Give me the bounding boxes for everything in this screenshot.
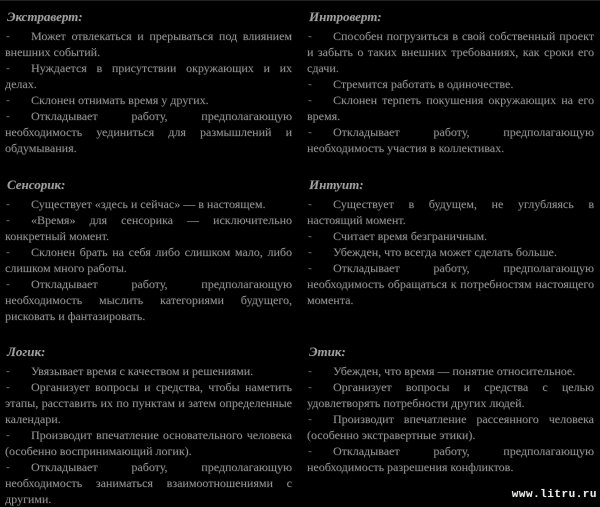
- section-intuit: [300, 169, 600, 336]
- section-title: Этик:: [309, 344, 346, 359]
- section-title: Интуит:: [309, 177, 364, 192]
- site-watermark: www.litru.ru: [511, 489, 597, 501]
- section-title: Интроверт:: [309, 9, 382, 24]
- list-item: - Существует в будущем, не углубляясь в настоящий момент.: [307, 196, 594, 228]
- section-sensorik: [0, 169, 300, 336]
- list-item: - Откладывает работу, предполагающую необходимость мыслить категориями будущего, рисковать и фантазировать.: [5, 276, 292, 324]
- section-etik: [300, 336, 600, 507]
- list-item: - Откладывает работу, предполагающую необходимость уединиться для размышлений и обдумывания.: [5, 108, 292, 156]
- list-item: - Стремится работать в одиночестве.: [307, 76, 594, 92]
- list-item: - Откладывает работу, предполагающую необходимость заниматься взаимоотношениями с другими.: [5, 459, 292, 507]
- section-extravert: [0, 1, 300, 169]
- list-item: - Откладывает работу, предполагающую необходимость участия в коллективах.: [307, 124, 594, 156]
- list-item: - «Время» для сенсорика — исключительно конкретный момент.: [5, 212, 292, 244]
- list-item: - Организует вопросы и средства, чтобы наметить этапы, расставить их по пунктам и затем определенные календари.: [5, 379, 292, 427]
- section-logik: [0, 336, 300, 507]
- list-item: - Производит впечатление рассеянного человека (особенно экстравертные этики).: [307, 411, 594, 443]
- section-introvert: [300, 1, 600, 169]
- list-item: - Убежден, что всегда может сделать больше.: [307, 244, 594, 260]
- list-item: - Существует «здесь и сейчас» — в настоящем.: [5, 196, 292, 212]
- two-column-layout: [0, 1, 600, 507]
- list-item: - Увязывает время с качеством и решениями.: [5, 363, 292, 379]
- list-item: - Может отвлекаться и прерываться под влиянием внешних событий.: [5, 28, 292, 60]
- list-item: - Нуждается в присутствии окружающих и их делах.: [5, 60, 292, 92]
- list-item: - Считает время безграничным.: [307, 228, 594, 244]
- list-item: - Склонен брать на себя либо слишком мало, либо слишком много работы.: [5, 244, 292, 276]
- list-item: - Откладывает работу, предполагающую необходимость обращаться к потребностям настоящего момента.: [307, 260, 594, 308]
- list-item: - Организует вопросы и средства с целью удовлетворять потребности других людей.: [307, 379, 594, 411]
- list-item: - Убежден, что время — понятие относительное.: [307, 363, 594, 379]
- list-item: - Склонен терпеть покушения окружающих на его время.: [307, 92, 594, 124]
- section-title: Экстраверт:: [7, 9, 83, 24]
- section-title: Логик:: [7, 344, 46, 359]
- list-item: - Способен погрузиться в свой собственный проект и забыть о таких внешних требованиях, как сроки его сдачи.: [307, 28, 594, 76]
- section-title: Сенсорик:: [7, 177, 66, 192]
- list-item: - Откладывает работу, предполагающую необходимость разрешения конфликтов.: [307, 443, 594, 475]
- list-item: - Производит впечатление основательного человека (особенно воспринимающий логик).: [5, 427, 292, 459]
- list-item: - Склонен отнимать время у других.: [5, 92, 292, 108]
